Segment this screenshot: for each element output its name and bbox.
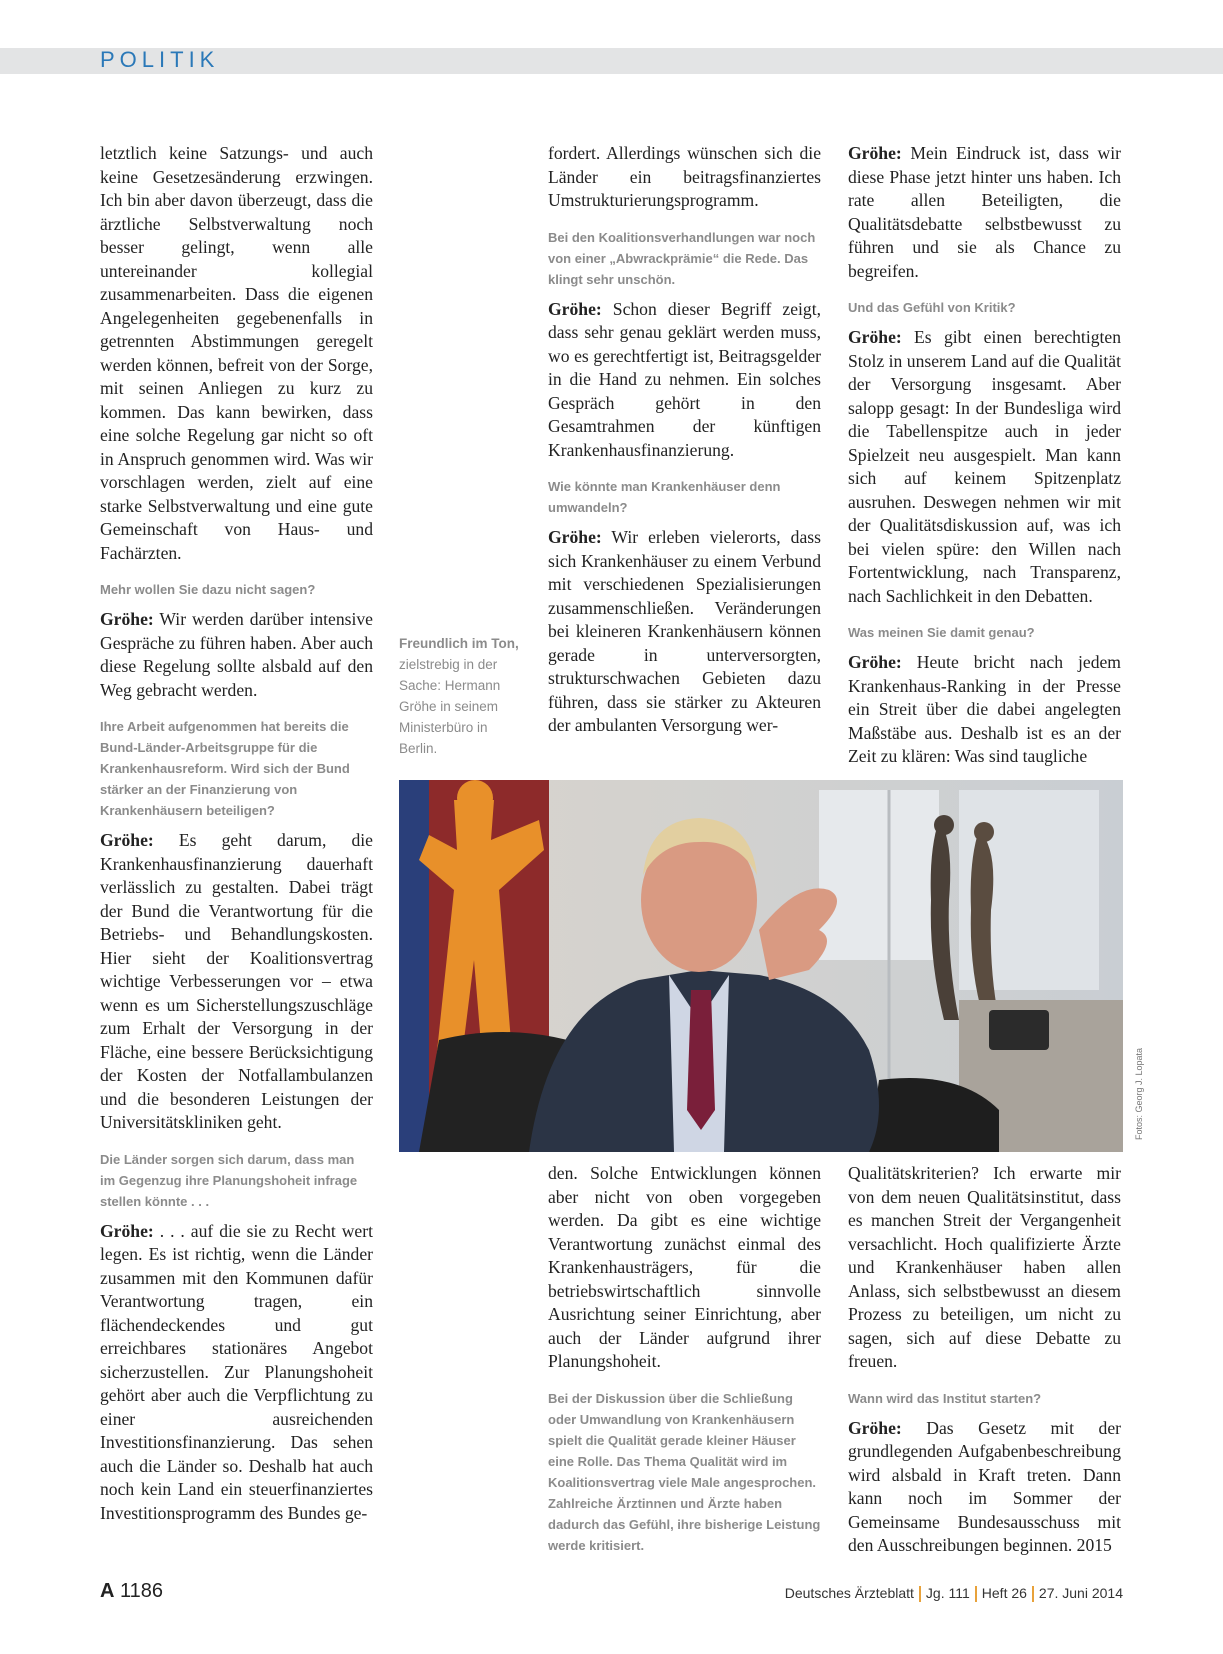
column-2-bottom bbox=[548, 1162, 821, 1564]
journal-name: Deutsches Ärzteblatt bbox=[784, 1585, 914, 1601]
interview-question: Mehr wollen Sie dazu nicht sagen? bbox=[100, 582, 316, 597]
footer-separator bbox=[975, 1586, 977, 1602]
page-number-value: 1186 bbox=[120, 1580, 164, 1602]
answer-paragraph bbox=[848, 651, 1121, 769]
answer-paragraph bbox=[548, 298, 821, 463]
answer-paragraph bbox=[100, 1220, 373, 1526]
speaker-label: Gröhe: bbox=[100, 830, 154, 850]
speaker-label: Gröhe: bbox=[100, 609, 154, 629]
journal-volume: Jg. 111 bbox=[925, 1585, 970, 1601]
column-1 bbox=[100, 142, 373, 1537]
journal-date: 27. Juni 2014 bbox=[1038, 1585, 1123, 1601]
answer-paragraph bbox=[548, 526, 821, 738]
column-3-top bbox=[848, 142, 1121, 781]
answer-paragraph bbox=[100, 608, 373, 702]
answer-paragraph bbox=[848, 1417, 1121, 1558]
section-label: POLITIK bbox=[100, 47, 220, 72]
speaker-label: Gröhe: bbox=[848, 143, 902, 163]
speaker-label: Gröhe: bbox=[848, 1417, 902, 1438]
page-prefix: A bbox=[100, 1580, 115, 1602]
interview-question: Die Länder sorgen sich darum, dass man im Gegenzug ihre Planungshoheit infrage stellen könnte . . . bbox=[100, 1151, 358, 1209]
answer-text: Es geht darum, die Krankenhausfinanzierung dauerhaft verlässlich zu gestalten. Dabei trägt der Bund die Verantwortung für die Betriebs- und Behandlungskosten. Hier sieht der Koalitionsvertrag wichtige Verbesserungen vor – etwa wenn es um Sicherstellungszuschläge zum Erhalt der Versorgung in der Fläche, eine bessere Berücksichtigung der Kosten der Notfallambulanzen und die besonderen Leistungen der Universitätskliniken geht. bbox=[100, 830, 373, 1132]
answer-text: Mein Eindruck ist, dass wir diese Phase jetzt hinter uns haben. Ich rate allen Beteiligten, die Qualitätsdebatte selbstbewusst zu führen und sie als Chance zu begreifen. bbox=[848, 143, 1121, 281]
answer-text: Es gibt einen berechtigten Stolz in unserem Land auf die Qualität der Versorgung insgesamt. Aber salopp gesagt: In der Bundesliga wird die Tabellenspitze auch in jeder Spielzeit neu ausgespielt. Man kann sich auf keinem Spitzenplatz ausruhen. Deswegen nehmen wir mit der Qualitätsdiskussion auf, was ich bei vielen spüre: den Willen nach Fortentwicklung, nach Transparenz, nach Sachlichkeit in den Debatten. bbox=[848, 327, 1121, 606]
interview-question: Was meinen Sie damit genau? bbox=[848, 625, 1035, 640]
column-2-top bbox=[548, 142, 821, 750]
interview-question: Bei der Diskussion über die Schließung oder Umwandlung von Krankenhäusern spielt die Qualität gerade kleiner Häuser eine Rolle. Das Thema Qualität wird im Koalitionsvertrag viele Male angesprochen. Zahlreiche Ärztinnen und Ärzte haben dadurch das Gefühl, ihre bisherige Leistung werde kritisiert. bbox=[548, 1390, 821, 1553]
paragraph: letztlich keine Satzungs- und auch keine Gesetzesänderung erzwingen. Ich bin aber davon überzeugt, dass die ärztliche Selbstverwaltung noch besser gelingt, wenn alle untereinander kollegial zusammenarbeiten. Dass die eigenen Angelegenheiten gegebenenfalls in getrennten Abstimmungen geregelt werden können, befreit von der Sorge, mit seinen Anliegen zu kurz zu kommen. Das kann bewirken, dass eine solche Regelung gar nicht so oft in Anspruch genommen wird. Was wir vorschlagen werden, zielt auf eine starke Selbstverwaltung und eine gute Gemeinschaft von Haus- und Fachärzten. bbox=[100, 143, 373, 563]
footer-separator bbox=[919, 1586, 921, 1602]
answer-text: Wir werden darüber intensive Gespräche zu führen haben. Aber auch diese Regelung sollte alsbald auf den Weg gebracht werden. bbox=[100, 609, 373, 700]
answer-text: Schon dieser Begriff zeigt, dass sehr genau geklärt werden muss, wo es gerechtfertigt ist, Beitragsgelder in die Hand zu nehmen. Ein solches Gespräch gehört in den Gesamtrahmen der künftigen Krankenhausfinanzierung. bbox=[548, 298, 821, 460]
interview-question: Und das Gefühl von Kritik? bbox=[848, 300, 1016, 315]
caption-lead: Freundlich im Ton, bbox=[399, 636, 519, 651]
answer-text: . . . auf die sie zu Recht wert legen. Es ist richtig, wenn die Länder zusammen mit den Kommunen dafür Verantwortung tragen, ein flächendeckendes und gut erreichbares stationäres Angebot sicherzustellen. Zur Planungshoheit gehört aber auch die Verpflichtung zu einer ausreichenden Investitionsfinanzierung. Das sehen auch die Länder so. Deshalb hat auch noch kein Land ein steuerfinanziertes Investitionsprogramm des Bundes ge- bbox=[100, 1220, 373, 1523]
footer-separator bbox=[1032, 1586, 1034, 1602]
answer-text: Heute bricht nach jedem Krankenhaus-Ranking in der Presse ein Streit über die dabei angelegten Maßstäbe aus. Deshalb ist es an der Zeit zu klären: Was sind taugliche bbox=[848, 652, 1121, 766]
speaker-label: Gröhe: bbox=[548, 298, 602, 319]
answer-paragraph bbox=[848, 142, 1121, 283]
column-3-bottom bbox=[848, 1162, 1121, 1570]
interview-question: Wie könnte man Krankenhäuser denn umwandeln? bbox=[548, 479, 781, 515]
answer-paragraph bbox=[848, 326, 1121, 608]
portrait-photo bbox=[399, 780, 1123, 1152]
paragraph: den. Solche Entwicklungen können aber nicht von oben vorgegeben werden. Da gibt es eine wichtige Verantwortung zunächst einmal des Krankenhausträgers, für die betriebswirtschaftlich sinnvolle Ausrichtung seiner Einrichtung, aber auch der Länder aufgrund ihrer Planungshoheit. bbox=[548, 1163, 821, 1371]
page-number bbox=[100, 1580, 163, 1603]
speaker-label: Gröhe: bbox=[548, 527, 602, 547]
journal-issue: Heft 26 bbox=[981, 1585, 1027, 1601]
interview-question: Bei den Koalitionsverhandlungen war noch von einer „Abwrackprämie“ die Rede. Das klingt sehr unschön. bbox=[548, 229, 816, 287]
photo-credit: Fotos: Georg J. Lopata bbox=[1134, 1047, 1144, 1140]
interview-question: Ihre Arbeit aufgenommen hat bereits die Bund-Länder-Arbeitsgruppe für die Krankenhausreform. Wird sich der Bund stärker an der Finanzierung von Krankenhäusern beteiligen? bbox=[100, 719, 350, 818]
paragraph: fordert. Allerdings wünschen sich die Länder ein beitragsfinanziertes Umstrukturierungsprogramm. bbox=[548, 143, 821, 210]
journal-footer bbox=[785, 1585, 1123, 1602]
caption-text: zielstrebig in der Sache: Hermann Gröhe in seinem Ministerbüro in Berlin. bbox=[399, 657, 501, 756]
interview-question: Wann wird das Institut starten? bbox=[848, 1390, 1042, 1406]
paragraph: Qualitätskriterien? Ich erwarte mir von dem neuen Qualitätsinstitut, dass es manchen Streit der Vergangenheit versachlicht. Hoch qualifizierte Ärzte und Krankenhäuser haben allen Anlass, sich selbstbewusst an diesem Prozess zu beteiligen, um nicht zu sagen, sich auf diese Debatte zu freuen. bbox=[848, 1163, 1121, 1371]
answer-paragraph bbox=[100, 829, 373, 1135]
answer-text: Das Gesetz mit der grundlegenden Aufgabenbeschreibung wird alsbald in Kraft treten. Dann kann noch im Sommer der Gemeinsame Bundesausschuss mit den Ausschreibungen beginnen. 2015 bbox=[848, 1417, 1121, 1555]
speaker-label: Gröhe: bbox=[848, 652, 902, 672]
photo-illustration bbox=[399, 780, 1123, 1152]
speaker-label: Gröhe: bbox=[848, 327, 902, 347]
speaker-label: Gröhe: bbox=[100, 1220, 154, 1241]
answer-text: Wir erleben vielerorts, dass sich Krankenhäuser zu einem Verbund mit verschiedenen Spezialisierungen zusammenschließen. Veränderungen bei kleineren Krankenhäusern können gerade in unterversorgten, strukturschwachen Gebieten dazu führen, dass sie stärker zu Akteuren der ambulanten Versorgung wer- bbox=[548, 527, 821, 735]
photo-caption bbox=[399, 633, 524, 759]
